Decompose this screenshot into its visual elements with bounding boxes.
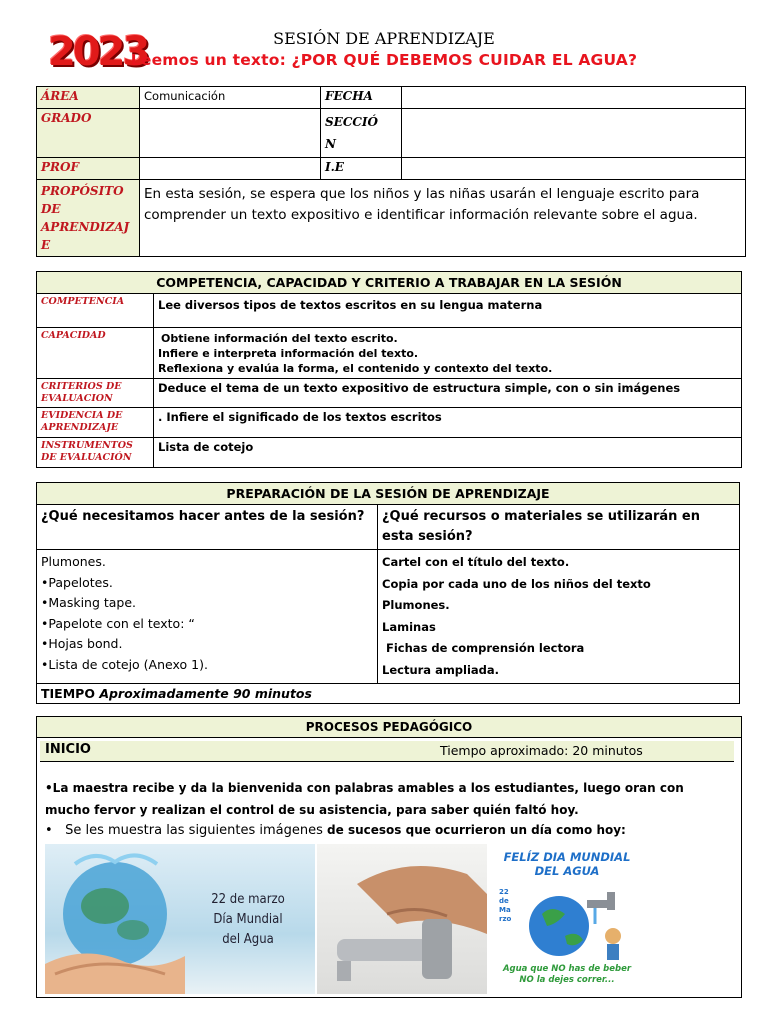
prof-value[interactable] — [140, 158, 321, 180]
page-subtitle: Leemos un texto: ¿POR QUÉ DEBEMOS CUIDAR EL AGUA? — [130, 51, 638, 69]
page-title: SESIÓN DE APRENDIZAJE — [273, 29, 495, 48]
instrumentos-label: INSTRUMENTOS DE EVALUACIÓN — [37, 438, 154, 468]
inicio-tiempo: Tiempo aproximado: 20 minutos — [440, 743, 643, 758]
list-item: Fichas de comprensión lectora — [382, 641, 585, 655]
image-side-date: 22 de Marzo — [499, 888, 512, 923]
competencia-label: COMPETENCIA — [37, 294, 154, 328]
tiempo-value: Aproximadamente 90 minutos — [99, 686, 312, 701]
tiempo-label: TIEMPO — [41, 686, 95, 701]
proposito-text: En esta sesión, se espera que los niños y las niñas usarán el lenguaje escrito para comprender un texto expositivo e identificar información relevante sobre el agua. — [140, 180, 746, 257]
list-item: Plumones. — [41, 554, 106, 569]
faucet-hands-illustration — [317, 844, 487, 994]
list-item: •Masking tape. — [41, 595, 137, 610]
competencia-value: Lee diversos tipos de textos escritos en su lengua materna — [154, 294, 742, 328]
image-slogan: Agua que NO has de beber NO la dejes correr... — [502, 964, 632, 985]
list-item: Plumones. — [382, 598, 450, 612]
image-caption: 22 de marzo Día Mundial del Agua — [211, 892, 285, 947]
area-label: ÁREA — [37, 87, 140, 109]
bullet-dot-icon: • — [45, 781, 53, 795]
list-item: Laminas — [382, 619, 436, 634]
bullet-images: • Se les muestra las siguientes imágenes de sucesos que ocurrieron un día como hoy: — [45, 823, 626, 838]
image-faucet — [317, 844, 487, 994]
capacidad-values: Obtiene información del texto escrito. Infiere e interpreta información del texto. Reflexiona y evalúa la forma, el contenido y contexto del texto. — [154, 328, 742, 379]
procesos-section — [36, 716, 742, 998]
inicio-bar — [40, 741, 734, 762]
grado-value[interactable] — [140, 109, 321, 158]
competencia-title: COMPETENCIA, CAPACIDAD Y CRITERIO A TRABAJAR EN LA SESIÓN — [37, 272, 742, 294]
image-feliz-dia — [487, 844, 647, 994]
instrumentos-value: Lista de cotejo — [154, 438, 742, 468]
ie-label: I.E — [321, 158, 402, 180]
image-dia-mundial-agua — [45, 844, 315, 994]
evidencia-value: . Infiere el significado de los textos escritos — [154, 408, 742, 438]
area-value: Comunicación — [140, 87, 321, 109]
recursos-list — [378, 550, 740, 684]
ie-value[interactable] — [402, 158, 746, 180]
competencia-table — [36, 271, 742, 468]
year-logo: 2023 — [48, 29, 148, 75]
list-item: Copia por cada uno de los niños del texto — [382, 576, 651, 591]
preparacion-table — [36, 482, 740, 704]
antes-list — [37, 550, 378, 684]
procesos-title: PROCESOS PEDAGÓGICO — [37, 717, 741, 738]
bullet-welcome: •La maestra recibe y da la bienvenida con palabras amables a los estudiantes, luego oran con mucho fervor y realizan el control de su asistencia, para saber quién faltó hoy. — [45, 781, 684, 817]
preparacion-title: PREPARACIÓN DE LA SESIÓN DE APRENDIZAJE — [37, 483, 740, 505]
antes-question: ¿Qué necesitamos hacer antes de la sesión? — [37, 505, 378, 550]
list-item: •Papelotes. — [41, 574, 113, 590]
prof-label: PROF — [37, 158, 140, 180]
info-table — [36, 86, 746, 257]
evidencia-label: EVIDENCIA DE APRENDIZAJE — [37, 408, 154, 438]
list-item: •Lista de cotejo (Anexo 1). — [41, 656, 208, 672]
inicio-label: INICIO — [45, 742, 91, 757]
proposito-label: PROPÓSITO DE APRENDIZAJ E — [37, 180, 140, 257]
bullet-dot-icon: • — [45, 823, 53, 838]
list-item: •Hojas bond. — [41, 636, 123, 651]
recursos-question: ¿Qué recursos o materiales se utilizarán en esta sesión? — [378, 505, 740, 550]
seccion-value[interactable] — [402, 109, 746, 158]
tiempo-row — [37, 684, 740, 704]
fecha-value[interactable] — [402, 87, 746, 109]
fecha-label: FECHA — [321, 87, 402, 109]
capacidad-label: CAPACIDAD — [37, 328, 154, 379]
criterios-label: CRITERIOS DE EVALUACION — [37, 379, 154, 408]
criterios-value: Deduce el tema de un texto expositivo de estructura simple, con o sin imágenes — [154, 379, 742, 408]
list-item: Cartel con el título del texto. — [382, 555, 570, 569]
list-item: Lectura ampliada. — [382, 662, 500, 677]
grado-label: GRADO — [37, 109, 140, 158]
list-item: •Papelote con el texto: “ — [41, 615, 195, 631]
image-title: FELÍZ DIA MUNDIAL DEL AGUA — [503, 850, 631, 878]
seccion-label: SECCIÓ N — [321, 109, 402, 158]
